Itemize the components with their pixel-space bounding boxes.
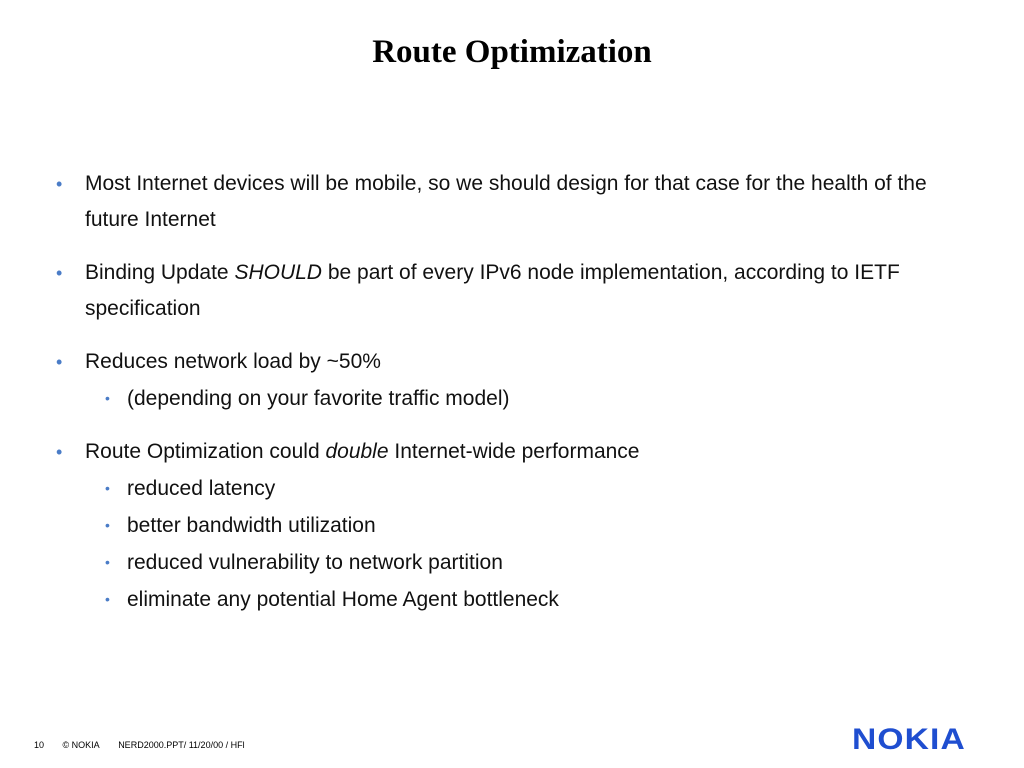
sub-bullet-list — [85, 380, 976, 417]
page-number: 10 — [34, 740, 45, 750]
sub-bullet-icon: • — [105, 480, 110, 496]
bullet-item — [56, 344, 976, 417]
sub-bullet-item — [105, 470, 976, 507]
bullet-item — [56, 255, 976, 327]
bullet-icon: • — [56, 352, 63, 372]
copyright: © NOKIA — [62, 740, 100, 750]
sub-bullet-item — [105, 544, 976, 581]
sub-bullet-text: better bandwidth utilization — [127, 514, 376, 537]
bullet-icon: • — [56, 174, 63, 194]
bullet-text-post: Internet-wide performance — [388, 440, 640, 463]
sub-bullet-text: reduced latency — [127, 477, 276, 500]
bullet-emphasis: SHOULD — [234, 261, 322, 284]
bullet-text: Reduces network load by ~50% — [85, 350, 381, 373]
sub-bullet-text: eliminate any potential Home Agent bottleneck — [127, 588, 559, 611]
bullet-item — [56, 166, 976, 238]
sub-bullet-icon: • — [105, 390, 110, 406]
doc-reference: NERD2000.PPT/ 11/20/00 / HFl — [118, 740, 245, 750]
sub-bullet-icon: • — [105, 554, 110, 570]
sub-bullet-item — [105, 507, 976, 544]
sub-bullet-icon: • — [105, 517, 110, 533]
sub-bullet-icon: • — [105, 591, 110, 607]
bullet-icon: • — [56, 263, 63, 283]
bullet-item — [56, 434, 976, 618]
sub-bullet-list — [85, 470, 976, 618]
bullet-emphasis: double — [325, 440, 389, 463]
sub-bullet-text: (depending on your favorite traffic model) — [127, 387, 510, 410]
bullet-text: Most Internet devices will be mobile, so we should design for that case for the health of the future Internet — [85, 172, 927, 231]
bullet-text-pre: Route Optimization could — [85, 440, 326, 463]
bullet-text-pre: Binding Update — [85, 261, 235, 284]
sub-bullet-item — [105, 380, 976, 417]
nokia-logo: NOKIA — [852, 723, 966, 756]
bullet-list — [56, 166, 976, 635]
sub-bullet-text: reduced vulnerability to network partition — [127, 551, 503, 574]
sub-bullet-item — [105, 581, 976, 618]
slide-title: Route Optimization — [372, 34, 652, 70]
bullet-text-post: be part of every IPv6 node implementation, according to IETF specification — [85, 261, 900, 320]
footer — [34, 740, 261, 750]
bullet-icon: • — [56, 442, 63, 462]
